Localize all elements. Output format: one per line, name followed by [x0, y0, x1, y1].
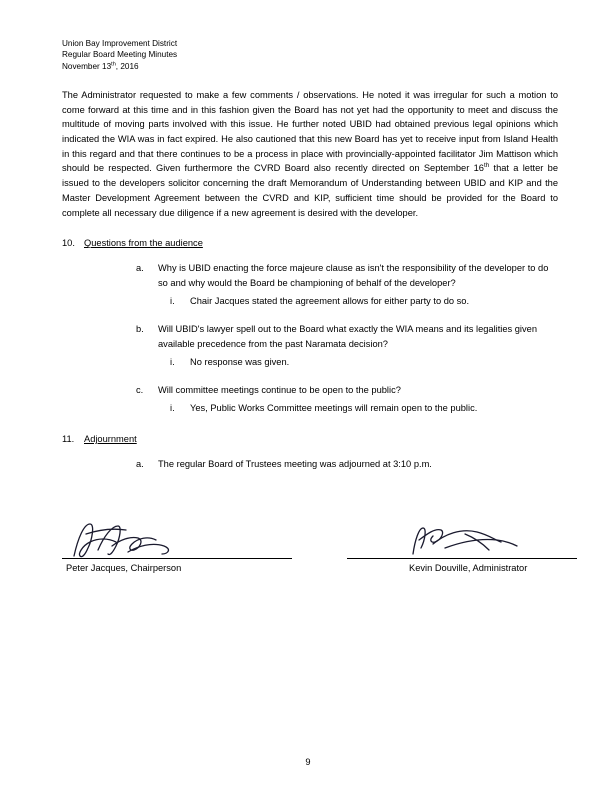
section-10-items — [62, 261, 558, 416]
section-heading-10 — [62, 236, 558, 251]
sub-list-item — [158, 294, 558, 309]
list-item-letter: a. — [136, 458, 144, 469]
administrator-paragraph-part2: that a letter be issued to the developers solicitor concerning the draft Memorandum of Understanding between UBID and KIP and the Master Development Agreement between the CVRD and KIP, sufficient time should be provided for the Board to complete all necessary due diligence if a new agreement is desired with the developer. — [62, 163, 558, 218]
administrator-paragraph-part1: The Administrator requested to make a few comments / observations. He noted it was irregular for such a motion to come forward at this time and in this fashion given the Board has not yet had the opportunity to meet and discuss the multitude of moving parts involved with this issue. He further noted UBID had obtained previous legal opinions which indicated the WIA was in fact expired. He also cautioned that this new Board has yet to receive input from Island Health in this regard and that there continues to be a process in place with provincially-appointed facilitator Jim Mattison which should be respected. Given furthermore the CVRD Board also recently directed on September 16 — [62, 89, 558, 174]
sub-list-item-marker: i. — [170, 357, 175, 368]
handwritten-signature-icon — [405, 516, 525, 562]
list-item-text: Will committee meetings continue to be open to the public? — [158, 385, 401, 396]
signature-administrator — [347, 514, 577, 573]
signature-name: Kevin Douville, Administrator — [409, 562, 528, 573]
section-title-10: Questions from the audience — [84, 238, 203, 249]
section-number-11: 11. — [62, 433, 75, 444]
list-item — [62, 383, 558, 416]
letterhead-date-prefix: November 13 — [62, 61, 112, 71]
sub-list-item-text: Yes, Public Works Committee meetings will remain open to the public. — [190, 403, 478, 414]
letterhead-line-1: Union Bay Improvement District — [62, 39, 178, 48]
section-heading-11 — [62, 432, 558, 447]
page-number: 9 — [305, 757, 311, 767]
list-item — [62, 322, 558, 370]
section-number-10: 10. — [62, 238, 75, 249]
sub-list-item-marker: i. — [170, 296, 175, 307]
list-item-text: Will UBID's lawyer spell out to the Board what exactly the WIA means and its legalities given available precedence from the past Naramata decision? — [158, 324, 537, 350]
administrator-paragraph — [62, 88, 558, 220]
signature-line — [347, 514, 577, 559]
letterhead-line-3 — [62, 61, 558, 72]
handwritten-signature-icon — [68, 516, 188, 562]
list-item-text: The regular Board of Trustees meeting was adjourned at 3:10 p.m. — [158, 458, 432, 469]
sub-list-item-text: Chair Jacques stated the agreement allows for either party to do so. — [190, 296, 470, 307]
list-item — [62, 261, 558, 309]
signature-chairperson — [62, 514, 292, 573]
sub-list-item-marker: i. — [170, 403, 175, 414]
sub-list-item — [158, 401, 558, 416]
section-11-items — [62, 457, 558, 472]
list-item-letter: a. — [136, 263, 144, 274]
letterhead — [62, 38, 558, 72]
sub-list-item — [158, 355, 558, 370]
section-title-11: Adjournment — [84, 433, 137, 444]
letterhead-date-suffix: , 2016 — [115, 61, 139, 71]
list-item — [62, 457, 558, 472]
letterhead-date-ordinal: th — [111, 60, 116, 67]
signature-name: Peter Jacques, Chairperson — [66, 562, 182, 573]
signature-line — [62, 514, 292, 559]
signature-block — [62, 514, 558, 584]
letterhead-line-2: Regular Board Meeting Minutes — [62, 50, 178, 60]
list-item-letter: c. — [136, 385, 144, 396]
list-item-text: Why is UBID enacting the force majeure clause as isn't the responsibility of the developer to do so and why would the Board be championing of behalf of the developer? — [158, 263, 549, 289]
sub-list-item-text: No response was given. — [190, 357, 290, 368]
administrator-paragraph-ordinal: th — [483, 162, 490, 170]
list-item-letter: b. — [136, 324, 144, 335]
